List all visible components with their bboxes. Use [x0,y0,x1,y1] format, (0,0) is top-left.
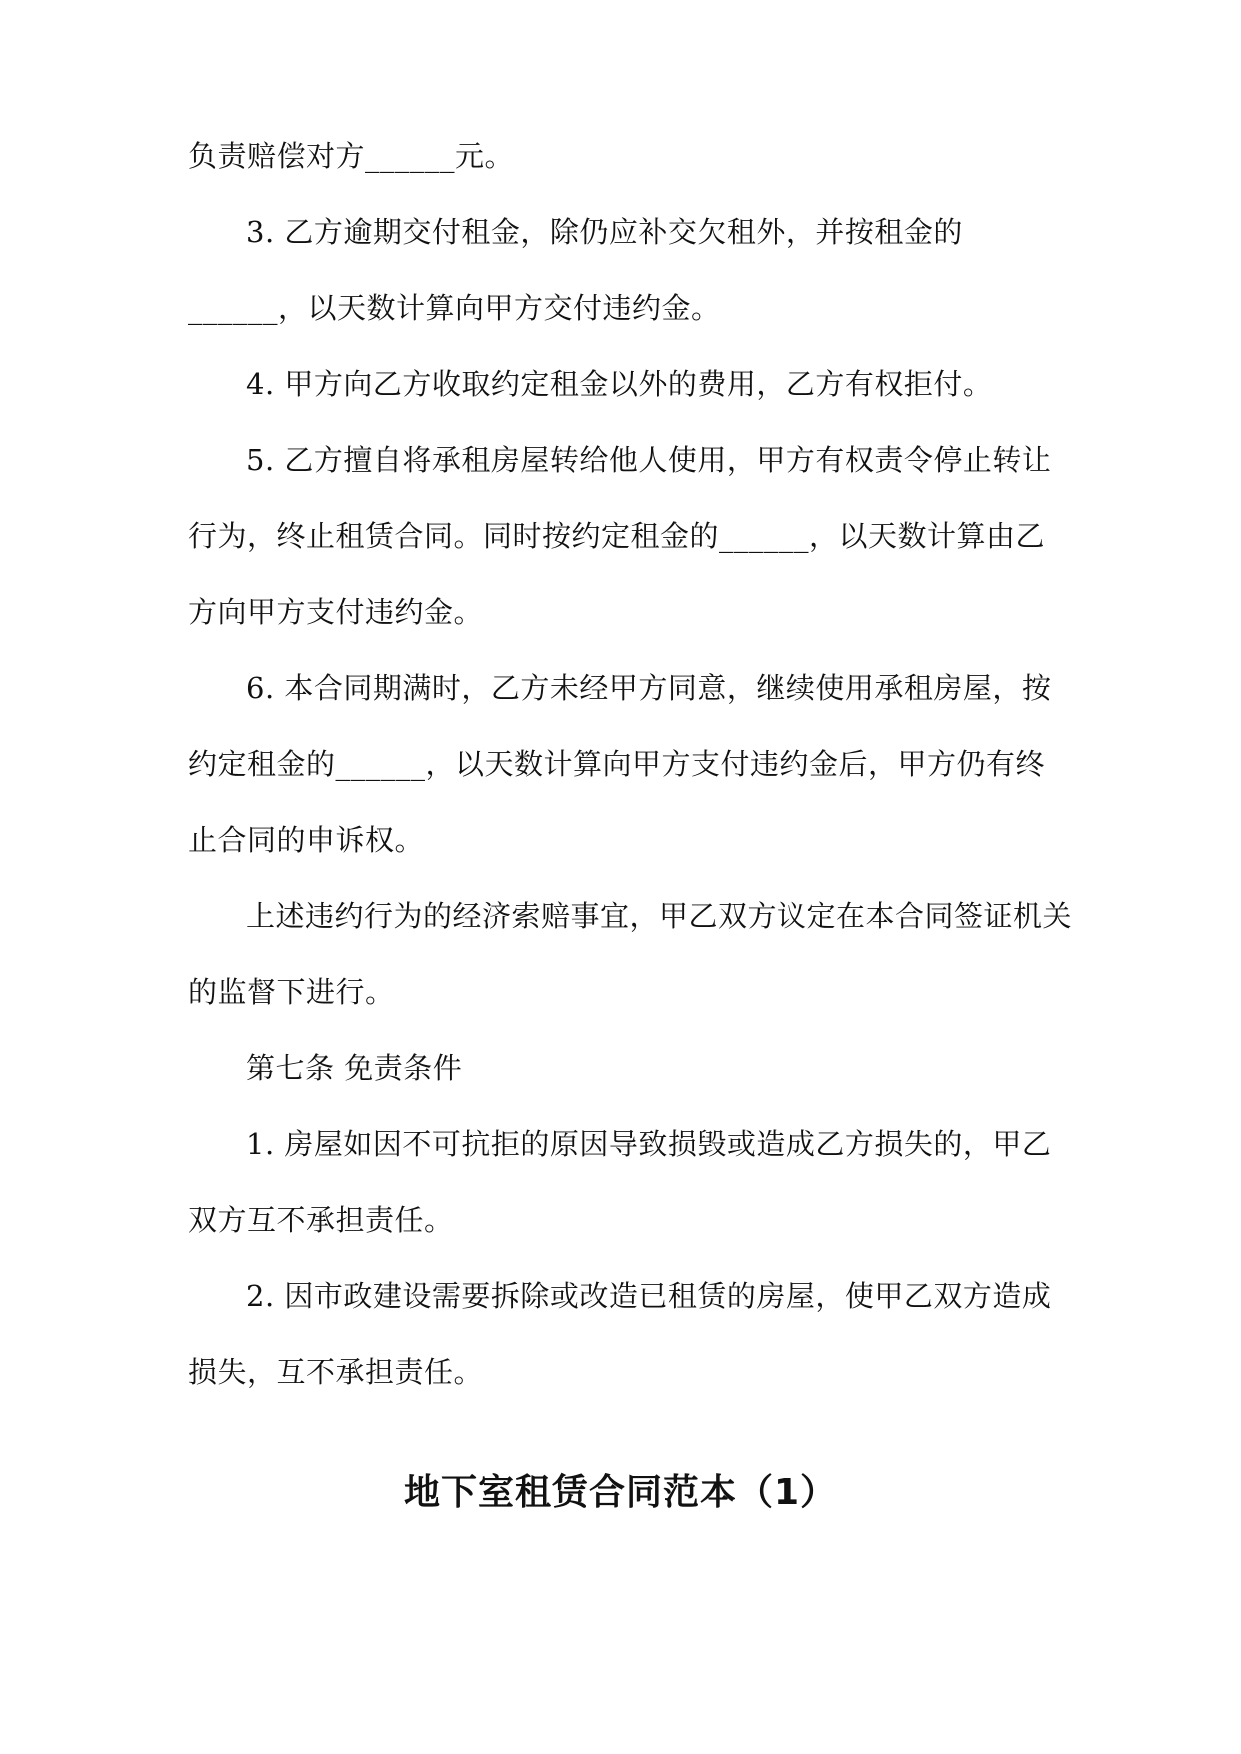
text-line: 双方互不承担责任。 [188,1203,454,1237]
paragraph-exemption-2 [188,1258,1052,1410]
text-line: 上述违约行为的经济索赔事宜，甲乙双方议定在本合同签证机关 [246,899,1073,933]
text-line: 4. 甲方向乙方收取约定租金以外的费用，乙方有权拒付。 [246,367,993,401]
text-line: 第七条 免责条件 [246,1051,463,1085]
text-line: 6. 本合同期满时，乙方未经甲方同意，继续使用承租房屋，按 [246,671,1052,705]
text-line: 损失，互不承担责任。 [188,1355,484,1389]
text-line: 负责赔偿对方______元。 [188,139,515,173]
section-title: 地下室租赁合同范本（1） [403,1472,838,1513]
text-line: 方向甲方支付违约金。 [188,595,484,629]
paragraph-clause-3 [188,194,1048,346]
paragraph-exemption-1 [188,1106,1052,1258]
text-line: 2. 因市政建设需要拆除或改造已租赁的房屋，使甲乙双方造成 [246,1279,1052,1313]
text-line: 5. 乙方擅自将承租房屋转给他人使用，甲方有权责令停止转让 [246,443,1052,477]
paragraph-compensation [188,118,1048,194]
text-line: 3. 乙方逾期交付租金，除仍应补交欠租外，并按租金的 [246,215,963,249]
paragraph-clause-6 [188,650,1052,878]
text-line: 约定租金的______，以天数计算向甲方支付违约金后，甲方仍有终 [188,747,1046,781]
paragraph-supervision [188,878,1073,1030]
paragraph-clause-5 [188,422,1052,650]
paragraph-clause-4 [188,346,1048,422]
text-line: 1. 房屋如因不可抗拒的原因导致损毁或造成乙方损失的，甲乙 [246,1127,1052,1161]
text-line: 行为，终止租赁合同。同时按约定租金的______，以天数计算由乙 [188,519,1046,553]
article-heading [188,1030,1048,1106]
text-line: ______，以天数计算向甲方交付违约金。 [188,291,721,325]
text-line: 的监督下进行。 [188,975,395,1009]
text-line: 止合同的申诉权。 [188,823,425,857]
